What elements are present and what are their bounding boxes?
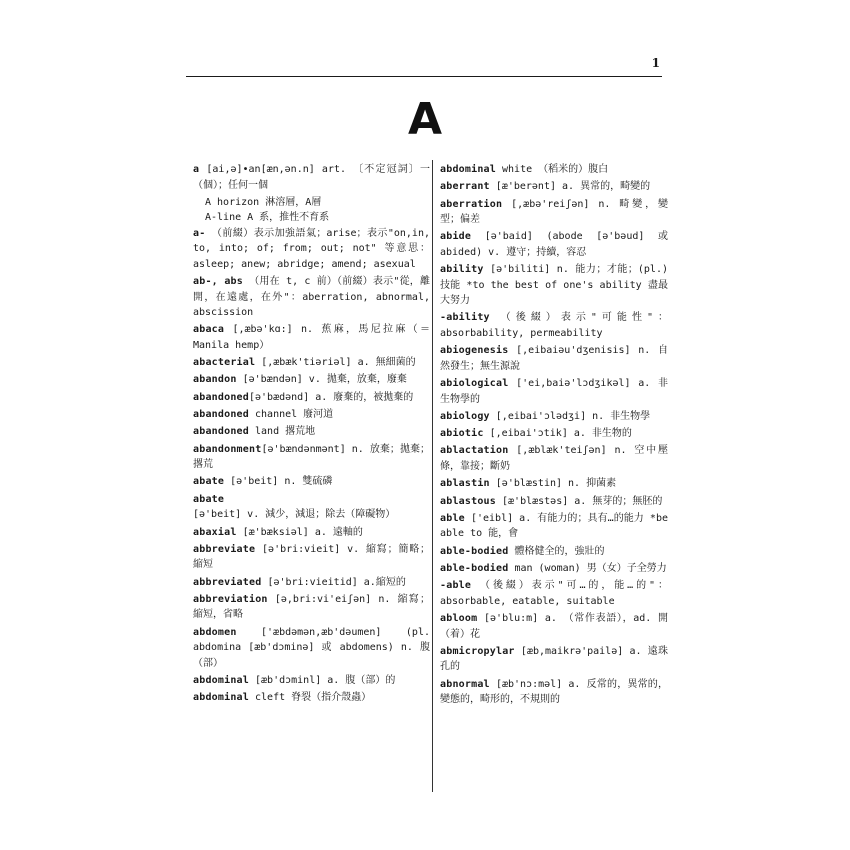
entry-headword: abate bbox=[193, 493, 225, 505]
entry-definition: [,eibaiəu'dʒenisis] n. 自然發生；無生源說 bbox=[440, 345, 668, 372]
entry-definition: （後綴）表示"可能性"：absorbability, permeability bbox=[440, 312, 668, 339]
dictionary-entry bbox=[193, 390, 430, 406]
section-letter: A bbox=[407, 94, 443, 145]
entry-headword: abandoned bbox=[193, 391, 249, 403]
entry-definition: channel 廢河道 bbox=[249, 409, 334, 421]
dictionary-entry bbox=[440, 578, 668, 609]
dictionary-entry bbox=[440, 644, 668, 675]
entry-headword: abmicropylar bbox=[440, 645, 515, 657]
entry-headword: abdominal bbox=[193, 692, 249, 704]
dictionary-entry bbox=[440, 310, 668, 341]
left-column bbox=[193, 162, 430, 708]
page-number: 1 bbox=[651, 56, 660, 70]
header-rule bbox=[186, 76, 662, 77]
entry-headword: aberrant bbox=[440, 181, 490, 193]
entry-definition: [ə'blu:m] a. （常作表語），ad. 開（着）花 bbox=[440, 613, 668, 640]
entry-definition: ['æbdəmən,æb'dəumen] (pl. abdomina [æb'dɔminə] 或 abdomens) n. 腹（部） bbox=[193, 626, 430, 669]
entry-definition: man (woman) 男（女）子全勞力 bbox=[508, 562, 667, 574]
entry-definition: [ə'bædənd] a. 廢棄的，被拋棄的 bbox=[249, 391, 414, 403]
entry-headword: abandonment bbox=[193, 443, 262, 455]
entry-headword: abiotic bbox=[440, 428, 484, 440]
entry-definition: [æ'blæstəs] a. 無芽的；無胚的 bbox=[496, 495, 663, 507]
entry-headword: able-bodied bbox=[440, 545, 509, 557]
entry-headword: abiological bbox=[440, 378, 509, 390]
column-divider bbox=[432, 160, 433, 792]
dictionary-entry bbox=[440, 561, 668, 577]
dictionary-entry bbox=[193, 575, 430, 591]
dictionary-entry bbox=[193, 355, 430, 371]
entry-definition: [æb'nɔ:məl] a. 反常的，異常的，變態的，畸形的，不規則的 bbox=[440, 678, 668, 706]
entry-definition: ['ei,baiə'lɔdʒikəl] a. 非生物學的 bbox=[440, 378, 668, 405]
entry-headword: abbreviation bbox=[193, 593, 268, 605]
entry-headword: abide bbox=[440, 231, 472, 243]
entry-headword: ablactation bbox=[440, 445, 509, 457]
entry-definition: [ə'bændənmənt] n. 放棄；拋棄；撂荒 bbox=[193, 443, 430, 471]
right-column bbox=[440, 162, 668, 709]
entry-headword: abate bbox=[193, 476, 225, 488]
dictionary-entry bbox=[193, 322, 430, 353]
dictionary-entry bbox=[440, 162, 668, 178]
entry-definition: [ə,bri:vi'eiʃən] n. 縮寫；縮短，省略 bbox=[193, 593, 430, 621]
entry-headword: abloom bbox=[440, 613, 478, 625]
entry-definition: [ə'bri:vieitid] a.縮短的 bbox=[261, 576, 406, 588]
entry-definition: （後綴）表示"可…的，能…的"：absorbable, eatable, suitable bbox=[440, 580, 668, 607]
entry-headword: abdominal bbox=[440, 164, 496, 175]
entry-headword: abnormal bbox=[440, 678, 490, 690]
entry-definition: [æb,maikrə'pailə] a. 遠珠孔的 bbox=[440, 645, 668, 673]
dictionary-entry bbox=[440, 544, 668, 560]
entry-definition: [ə'biliti] n. 能力；才能；(pl.)技能 *to the best of one's ability 盡最大努力 bbox=[440, 264, 668, 307]
entry-headword: -able bbox=[440, 580, 472, 592]
entry-definition: [,eibai'ɔtik] a. 非生物的 bbox=[483, 428, 632, 440]
entry-definition: land 撂荒地 bbox=[249, 426, 316, 438]
dictionary-entry bbox=[440, 376, 668, 407]
dictionary-entry bbox=[440, 409, 668, 425]
entry-definition: [ə'bri:vieit] v. 縮寫；簡略；縮短 bbox=[193, 543, 430, 571]
entry-definition: [,æbə'reiʃən] n. 畸變，變型；偏差 bbox=[440, 198, 668, 226]
dictionary-entry bbox=[193, 162, 430, 193]
entry-headword: aberration bbox=[440, 198, 503, 210]
dictionary-entry bbox=[440, 426, 668, 442]
entry-headword: able-bodied bbox=[440, 562, 509, 574]
entry-definition: A-line A 系，推性不育系 bbox=[205, 212, 330, 224]
entry-definition: [,æblæk'teiʃən] n. 空中壓條，靠接；斷奶 bbox=[440, 445, 668, 472]
entry-definition: cleft 脊裂（指介殼蟲） bbox=[249, 692, 372, 704]
dictionary-entry bbox=[440, 476, 668, 492]
entry-headword: abandon bbox=[193, 374, 237, 386]
dictionary-entry bbox=[440, 179, 668, 195]
entry-headword: abdominal bbox=[193, 675, 249, 687]
dictionary-entry bbox=[193, 226, 430, 273]
entry-definition: [ai,ə]∙an[æn,ən.n] art. 〔不定冠詞〕一（個）；任何一個 bbox=[193, 164, 430, 191]
entry-definition: [æ'bæksiəl] a. 遠軸的 bbox=[236, 526, 363, 538]
entry-headword: abandoned bbox=[193, 426, 249, 438]
entry-definition: white （稻米的）腹白 bbox=[496, 164, 609, 175]
dictionary-entry bbox=[193, 274, 430, 321]
entry-definition: [,æbæk'tiəriəl] a. 無細菌的 bbox=[255, 357, 416, 369]
dictionary-entry bbox=[193, 492, 430, 523]
entry-definition: （用在 t, c 前）（前綴）表示"從，離開，在遠處，在外"：aberration, abnormal, abscission bbox=[193, 276, 430, 319]
entry-headword: -ability bbox=[440, 312, 490, 324]
entry-definition: ['eibl] a. 有能力的；具有…的能力 *be able to 能，會 bbox=[440, 512, 668, 540]
entry-headword: ablastous bbox=[440, 495, 496, 507]
dictionary-entry bbox=[193, 442, 430, 473]
entry-definition: [æb'dɔminl] a. 腹（部）的 bbox=[249, 675, 396, 687]
dictionary-entry bbox=[440, 343, 668, 374]
entry-definition: [ə'baid] (abode [ə'bəud] 或 abided) v. 遵守；持續，容忍 bbox=[440, 231, 668, 258]
dictionary-entry bbox=[193, 525, 430, 541]
dictionary-entry bbox=[440, 511, 668, 542]
dictionary-entry bbox=[193, 210, 430, 226]
entry-headword: abbreviate bbox=[193, 543, 256, 555]
dictionary-entry bbox=[193, 474, 430, 490]
entry-definition: [,æbə'kɑ:] n. 蕉麻，馬尼拉麻（＝Manila hemp） bbox=[193, 324, 430, 351]
dictionary-entry bbox=[440, 443, 668, 474]
entry-headword: able bbox=[440, 512, 465, 524]
entry-definition: [ə'bændən] v. 拋棄，放棄，廢棄 bbox=[236, 374, 407, 386]
dictionary-entry bbox=[193, 542, 430, 573]
dictionary-entry bbox=[193, 195, 430, 211]
entry-definition: 體格健全的，強壯的 bbox=[508, 545, 605, 557]
entry-headword: abdomen bbox=[193, 626, 237, 638]
entry-definition: A horizon 淋溶層，A層 bbox=[205, 196, 322, 208]
dictionary-entry bbox=[193, 673, 430, 689]
entry-headword: ab-, abs bbox=[193, 276, 243, 288]
entry-headword: ability bbox=[440, 264, 484, 276]
dictionary-entry bbox=[193, 407, 430, 423]
entry-headword: abiology bbox=[440, 410, 490, 422]
entry-definition: [ə'beit] v. 減少，減退；除去（障礙物） bbox=[193, 509, 396, 521]
entry-headword: abacterial bbox=[193, 357, 256, 369]
dictionary-entry bbox=[193, 592, 430, 623]
entry-headword: ablastin bbox=[440, 478, 490, 490]
entry-headword: abiogenesis bbox=[440, 345, 509, 357]
entry-headword: abbreviated bbox=[193, 576, 262, 588]
entry-headword: abandoned bbox=[193, 409, 249, 421]
entry-headword: abaxial bbox=[193, 526, 237, 538]
dictionary-entry bbox=[440, 262, 668, 309]
entry-headword: a bbox=[193, 164, 200, 175]
dictionary-entry bbox=[193, 690, 430, 706]
dictionary-entry bbox=[440, 197, 668, 228]
entry-definition: [,eibai'ɔlədʒi] n. 非生物學 bbox=[489, 410, 651, 422]
dictionary-entry bbox=[440, 677, 668, 708]
entry-definition: （前綴）表示加強語氣；arise；表示"on,in, to, into; of; from; out; not" 等意思：asleep; anew; abridge; amend; asexual bbox=[193, 227, 430, 270]
entry-headword: a- bbox=[193, 227, 206, 239]
dictionary-entry bbox=[193, 372, 430, 388]
dictionary-entry bbox=[440, 611, 668, 642]
entry-definition: [ə'beit] n. 雙硫磷 bbox=[224, 476, 333, 488]
entry-definition: [æ'berənt] a. 異常的，畸變的 bbox=[489, 181, 651, 193]
entry-headword: abaca bbox=[193, 324, 225, 336]
dictionary-entry bbox=[193, 424, 430, 440]
dictionary-entry bbox=[193, 625, 430, 672]
dictionary-entry bbox=[440, 229, 668, 260]
dictionary-entry bbox=[440, 494, 668, 510]
entry-definition: [ə'blæstin] n. 抑菌素 bbox=[489, 478, 617, 490]
